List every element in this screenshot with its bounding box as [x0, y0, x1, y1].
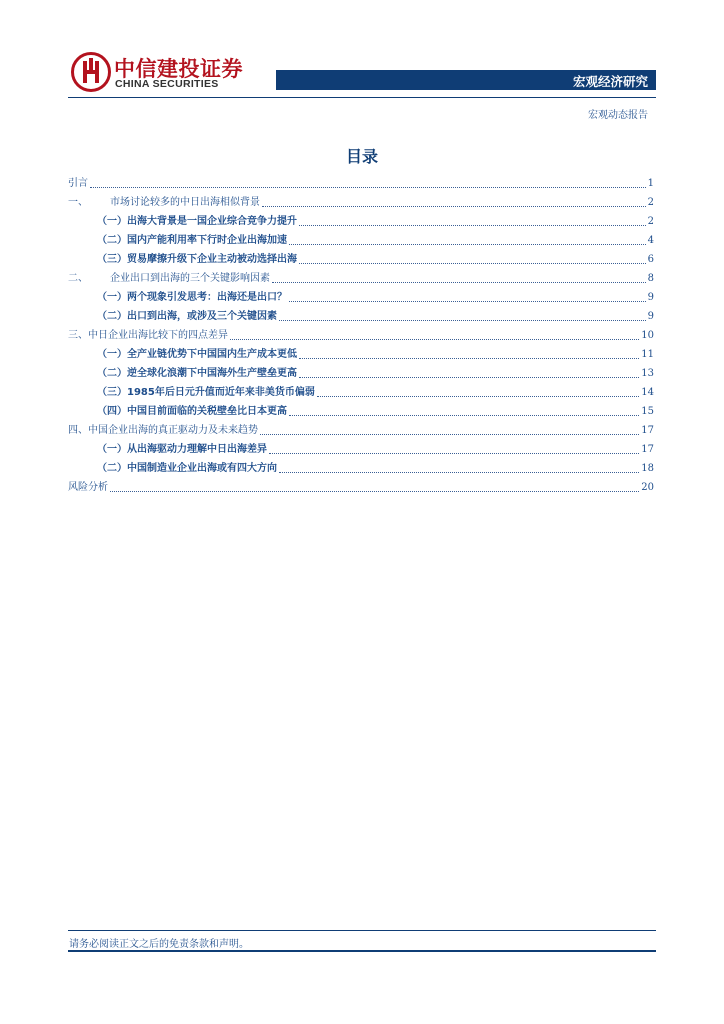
report-type: 宏观动态报告: [588, 110, 648, 121]
footer-divider: [68, 930, 656, 931]
toc-dot-leader: [289, 414, 639, 416]
toc-entry[interactable]: [68, 307, 654, 326]
toc-dot-leader: [299, 376, 639, 378]
company-logo: [71, 51, 241, 93]
toc-entry[interactable]: [68, 478, 654, 497]
toc-dot-leader: [90, 186, 646, 188]
toc-entry-text: 三、中日企业出海比较下的四点差异: [68, 330, 228, 341]
toc-page-number: 2: [647, 216, 654, 227]
footer-disclaimer: 请务必阅读正文之后的免责条款和声明。: [69, 939, 249, 950]
toc-entry[interactable]: [68, 250, 654, 269]
toc-dot-leader: [260, 433, 639, 435]
toc-entry[interactable]: [68, 364, 654, 383]
header-bar: [276, 70, 656, 90]
toc-dot-leader: [289, 300, 646, 302]
toc-entry-text: （一）出海大背景是一国企业综合竞争力提升: [97, 216, 297, 227]
toc-entry-number: 一、: [68, 197, 88, 208]
toc-dot-leader: [279, 319, 646, 321]
toc-entry[interactable]: [68, 459, 654, 478]
toc-page-number: 6: [647, 254, 654, 265]
toc-entry-text: 风险分析: [68, 482, 108, 493]
toc-page-number: 2: [647, 197, 654, 208]
logo-english-name: CHINA SECURITIES: [115, 78, 219, 90]
logo-chinese-name: 中信建投证券: [114, 57, 243, 81]
toc-entry[interactable]: [68, 326, 654, 345]
toc-entry[interactable]: [68, 402, 654, 421]
toc-entry[interactable]: [68, 421, 654, 440]
toc-entry[interactable]: [68, 193, 654, 212]
toc-dot-leader: [299, 224, 646, 226]
header-divider: [68, 97, 656, 98]
toc-entry[interactable]: [68, 383, 654, 402]
toc-page-number: 17: [641, 444, 654, 455]
toc-entry-text: 四、中国企业出海的真正驱动力及未来趋势: [68, 425, 258, 436]
toc-entry-text: （二）中国制造业企业出海或有四大方向: [97, 463, 277, 474]
toc-entry-text: （三）贸易摩擦升级下企业主动被动选择出海: [97, 254, 297, 265]
toc-entry-text: 引言: [68, 178, 88, 189]
toc-entry[interactable]: [68, 345, 654, 364]
toc-page-number: 10: [641, 330, 654, 341]
toc-entry-text: （二）国内产能利用率下行时企业出海加速: [97, 235, 287, 246]
toc-page-number: 15: [641, 406, 654, 417]
toc-entry[interactable]: [68, 269, 654, 288]
toc-dot-leader: [317, 395, 639, 397]
toc-dot-leader: [110, 490, 639, 492]
toc-page-number: 11: [641, 349, 654, 360]
toc-page-number: 1: [647, 178, 654, 189]
toc-dot-leader: [262, 205, 646, 207]
citic-logo-icon: [71, 52, 111, 92]
toc-entry-text: （二）出口到出海，或涉及三个关键因素: [97, 311, 277, 322]
toc-page-number: 9: [647, 311, 654, 322]
toc-entry-text: （四）中国目前面临的关税壁垒比日本更高: [97, 406, 287, 417]
toc-entry[interactable]: [68, 174, 654, 193]
toc-page-number: 18: [641, 463, 654, 474]
toc-dot-leader: [272, 281, 646, 283]
toc-entry[interactable]: [68, 212, 654, 231]
toc-entry-number: 二、: [68, 273, 88, 284]
toc-dot-leader: [289, 243, 646, 245]
toc-entry[interactable]: [68, 440, 654, 459]
toc-dot-leader: [269, 452, 639, 454]
toc-page-number: 8: [647, 273, 654, 284]
toc-page-number: 13: [641, 368, 654, 379]
toc-entry-text: （一）全产业链优势下中国国内生产成本更低: [97, 349, 297, 360]
toc-page-number: 9: [647, 292, 654, 303]
toc-page-number: 17: [641, 425, 654, 436]
toc-entry[interactable]: [68, 231, 654, 250]
toc-entry-text: 企业出口到出海的三个关键影响因素: [110, 273, 270, 284]
toc-page-number: 20: [641, 482, 654, 493]
footer-bar: [68, 950, 656, 952]
toc-dot-leader: [230, 338, 639, 340]
toc-page-number: 14: [641, 387, 654, 398]
toc-entry-text: （一）从出海驱动力理解中日出海差异: [97, 444, 267, 455]
toc-page-number: 4: [647, 235, 654, 246]
toc-entry[interactable]: [68, 288, 654, 307]
toc-entry-text: 市场讨论较多的中日出海相似背景: [110, 197, 260, 208]
table-of-contents: [68, 174, 654, 497]
toc-entry-text: （三）1985年后日元升值而近年来非美货币偏弱: [97, 387, 315, 398]
toc-dot-leader: [299, 262, 646, 264]
toc-title: 目录: [345, 147, 378, 166]
toc-entry-text: （二）逆全球化浪潮下中国海外生产壁垒更高: [97, 368, 297, 379]
toc-dot-leader: [279, 471, 639, 473]
section-title: 宏观经济研究: [572, 74, 648, 89]
toc-entry-text: （一）两个现象引发思考：出海还是出口？: [97, 292, 287, 303]
toc-dot-leader: [299, 357, 639, 359]
